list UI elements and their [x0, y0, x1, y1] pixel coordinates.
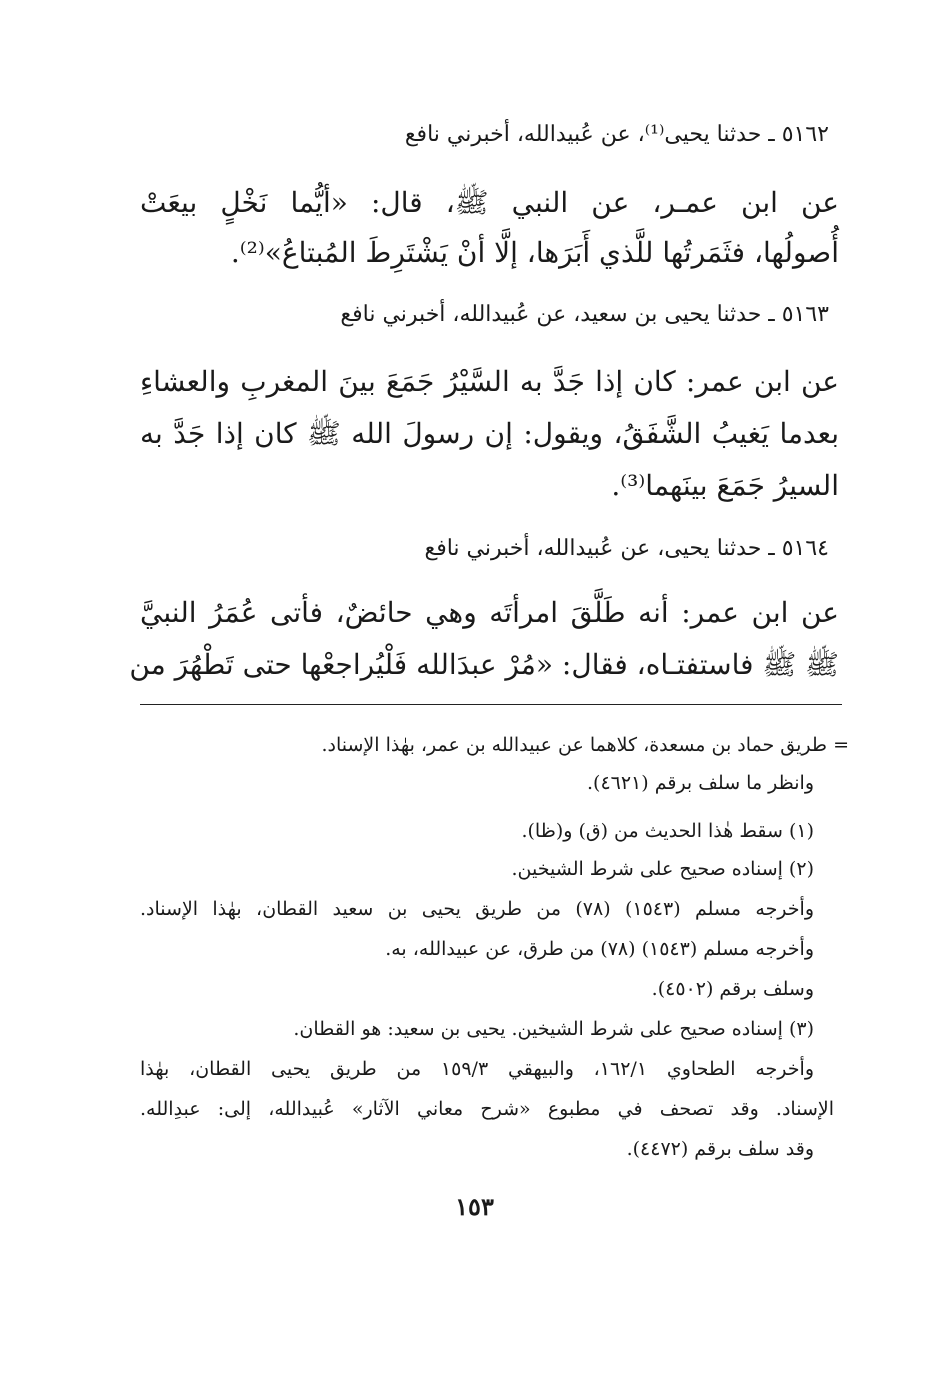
page-number: ١٥٣: [455, 1192, 494, 1221]
hadith-5163-text-line-2: بعدما يَغيبُ الشَّفَقُ، ويقول: إن رسولَ الله ﷺ كان إذا جَدَّ به: [140, 417, 839, 450]
footnote-2-line-b: وأخرجه مسلم (١٥٤٣) (٧٨) من طرق، عن عبيدالله، به.: [385, 938, 814, 960]
footnote-3-line-c: وقد سلف برقم (٤٤٧٢).: [626, 1138, 814, 1160]
footnote-see-also: وانظر ما سلف برقم (٤٦٢١).: [586, 772, 814, 794]
hadith-5164-header: ٥١٦٤ ـ حدثنا يحيى، عن عُبيدالله، أخبرني نافع: [424, 536, 829, 561]
hadith-5163-text-line-3: السيرُ جَمَعَ بينَهما⁽³⁾.: [611, 469, 839, 502]
footnote-1: (١) سقط هٰذا الحديث من (ق) و(ظا).: [521, 820, 814, 842]
hadith-5162-text-line-2: أُصولُها، فثَمَرتُها للَّذي أَبَرَها، إلَّا أنْ يَشْتَرِطَ المُبتاعُ»⁽²⁾.: [230, 236, 839, 269]
footnote-2-line-a: وأخرجه مسلم (١٥٤٣) (٧٨) من طريق يحيى بن سعيد القطان، بهٰذا الإسناد.: [140, 898, 814, 920]
footnote-3-line-a: وأخرجه الطحاوي ١٦٢/١، والبيهقي ١٥٩/٣ من طريق يحيى القطان، بهٰذا: [140, 1058, 814, 1080]
footnote-2: (٢) إسناده صحيح على شرط الشيخين.: [511, 858, 814, 880]
footnote-3-line-b: الإسناد. وقد تصحف في مطبوع «شرح معاني الآثار» عُبيدالله، إلى: عبدِالله.: [140, 1098, 834, 1120]
hadith-5164-text-line-2: ﷺ ﷺ فاستفتـاه، فقال: «مُرْ عبدَالله فَلْيُراجعْها حتى تَطْهُرَ من: [129, 648, 839, 681]
footnote-separator: [140, 704, 842, 705]
hadith-5164-text-line-1: عن ابن عمر: أنه طَلَّقَ امرأتَه وهي حائضٌ، فأتى عُمَرُ النبيَّ: [140, 596, 839, 629]
hadith-5162-header: ٥١٦٢ ـ حدثنا يحيى⁽¹⁾، عن عُبيدالله، أخبرني نافع: [404, 122, 829, 147]
footnote-continuation: = طريق حماد بن مسعدة، كلاهما عن عبيدالله بن عمر، بهٰذا الإسناد.: [321, 734, 849, 756]
hadith-5163-header: ٥١٦٣ ـ حدثنا يحيى بن سعيد، عن عُبيدالله، أخبرني نافع: [340, 302, 829, 327]
footnote-2-line-c: وسلف برقم (٤٥٠٢).: [651, 978, 814, 1000]
hadith-5162-text-line-1: عن ابن عمـر، عن النبي ﷺ، قال: «أيُّما نَخْلٍ بيعَتْ: [140, 186, 839, 219]
hadith-5163-text-line-1: عن ابن عمر: كان إذا جَدَّ به السَّيْرُ جَمَعَ بينَ المغربِ والعشاءِ: [140, 365, 839, 398]
footnote-3: (٣) إسناده صحيح على شرط الشيخين. يحيى بن سعيد: هو القطان.: [293, 1018, 814, 1040]
